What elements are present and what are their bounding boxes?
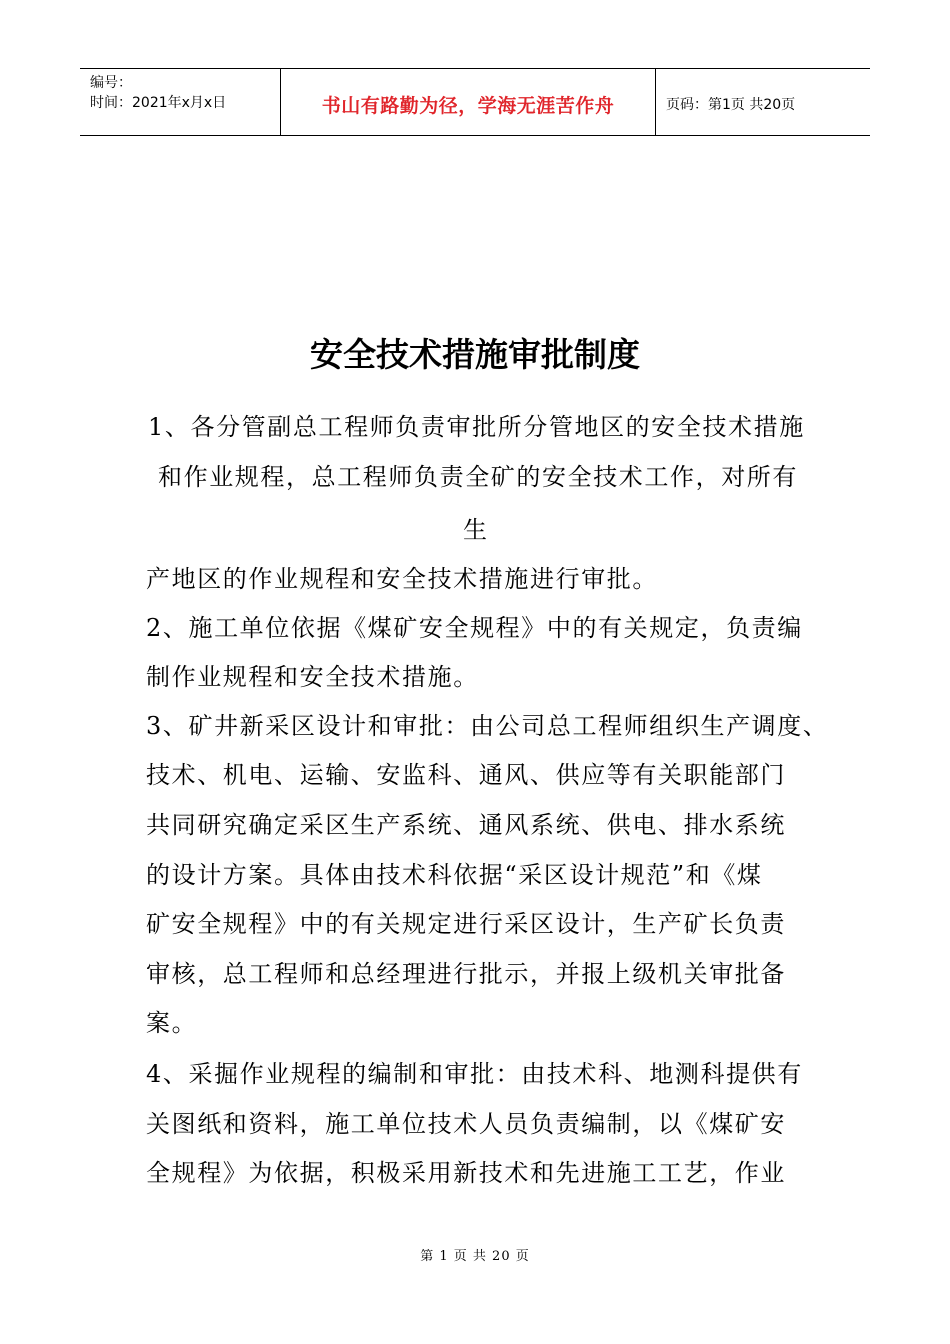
body-line: 技术、机电、运输、安监科、通风、供应等有关职能部门 bbox=[146, 761, 786, 789]
document-number-label: 编号： bbox=[90, 75, 132, 91]
body-line: 关图纸和资料，施工单位技术人员负责编制，以《煤矿安 bbox=[146, 1110, 786, 1138]
body-line: 生 bbox=[463, 516, 489, 544]
body-line: 产地区的作业规程和安全技术措施进行审批。 bbox=[146, 565, 658, 593]
body-line: 制作业规程和安全技术措施。 bbox=[146, 663, 479, 691]
body-line: 2、施工单位依据《煤矿安全规程》中的有关规定，负责编 bbox=[146, 614, 803, 642]
body-line: 全规程》为依据，积极采用新技术和先进施工工艺，作业 bbox=[146, 1159, 786, 1187]
body-line: 和作业规程，总工程师负责全矿的安全技术工作，对所有 bbox=[158, 463, 798, 491]
body-line: 1、各分管副总工程师负责审批所分管地区的安全技术措施 bbox=[148, 413, 805, 441]
body-line: 矿安全规程》中的有关规定进行采区设计，生产矿长负责 bbox=[146, 910, 786, 938]
header-motto: 书山有路勤为径，学海无涯苦作舟 bbox=[321, 95, 615, 117]
body-line: 3、矿井新采区设计和审批：由公司总工程师组织生产调度、 bbox=[146, 712, 829, 740]
page-footer: 第 1 页 共 20 页 bbox=[420, 1249, 530, 1264]
body-line: 审核，总工程师和总经理进行批示，并报上级机关审批备 bbox=[146, 960, 786, 988]
header-divider bbox=[655, 69, 656, 135]
document-title: 安全技术措施审批制度 bbox=[310, 335, 640, 374]
page-header bbox=[80, 68, 870, 136]
header-meta bbox=[90, 73, 280, 113]
body-line: 的设计方案。具体由技术科依据“采区设计规范”和《煤 bbox=[146, 861, 763, 889]
document-date: 时间：2021年x月x日 bbox=[90, 95, 227, 111]
body-line: 4、采掘作业规程的编制和审批：由技术科、地测科提供有 bbox=[146, 1060, 803, 1088]
body-line: 共同研究确定采区生产系统、通风系统、供电、排水系统 bbox=[146, 811, 786, 839]
body-line: 案。 bbox=[146, 1009, 198, 1037]
header-page-info: 页码：第1页 共20页 bbox=[666, 97, 796, 113]
